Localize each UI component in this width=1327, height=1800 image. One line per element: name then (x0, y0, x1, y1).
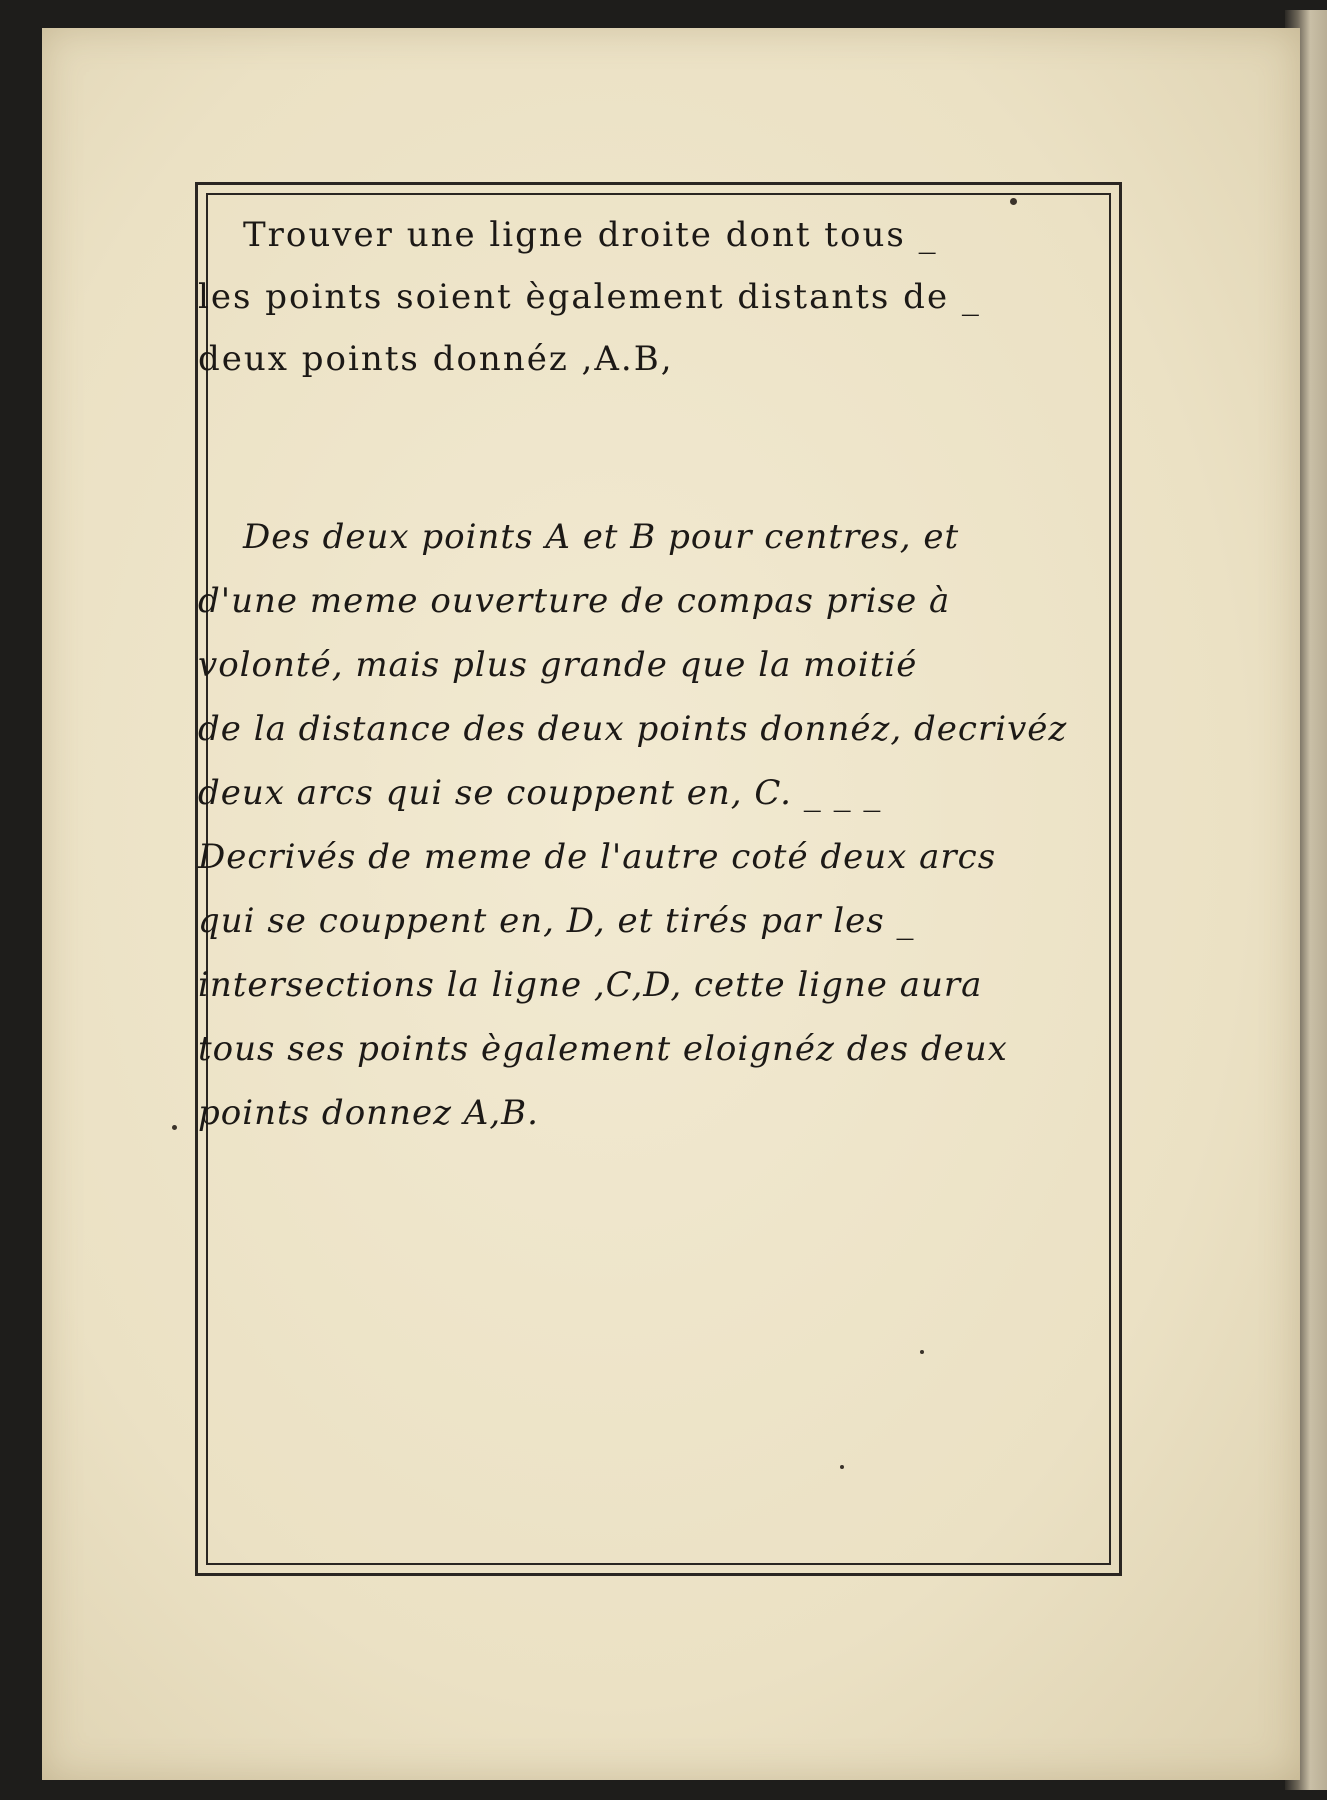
body-line: intersections la ligne ,C,D, cette ligne aura (198, 965, 983, 1005)
heading-line: Trouver une ligne droite dont tous _ (243, 215, 938, 255)
heading-line: les points soient ègalement distants de _ (198, 277, 981, 317)
ink-speck (172, 1125, 177, 1130)
ink-speck (920, 1350, 924, 1354)
body-line: Decrivés de meme de l'autre coté deux arcs (198, 837, 997, 877)
body-line: de la distance des deux points donnéz, decrivéz (198, 709, 1068, 749)
heading-line: deux points donnéz ,A.B, (198, 339, 674, 379)
ink-speck (1010, 198, 1017, 205)
body-line: qui se couppent en, D, et tirés par les _ (198, 901, 915, 941)
body-line: d'une meme ouverture de compas prise à (198, 581, 951, 621)
body-line: tous ses points ègalement eloignéz des deux (198, 1029, 1008, 1069)
page-border-frame (195, 182, 1122, 1576)
body-line: deux arcs qui se couppent en, C. _ _ _ (198, 773, 882, 813)
page-border-inner-rule (206, 193, 1111, 1565)
ink-speck (840, 1465, 844, 1469)
body-line: Des deux points A et B pour centres, et (243, 517, 960, 557)
body-line: volonté, mais plus grande que la moitié (198, 645, 918, 685)
body-line: points donnez A,B. (198, 1093, 539, 1133)
